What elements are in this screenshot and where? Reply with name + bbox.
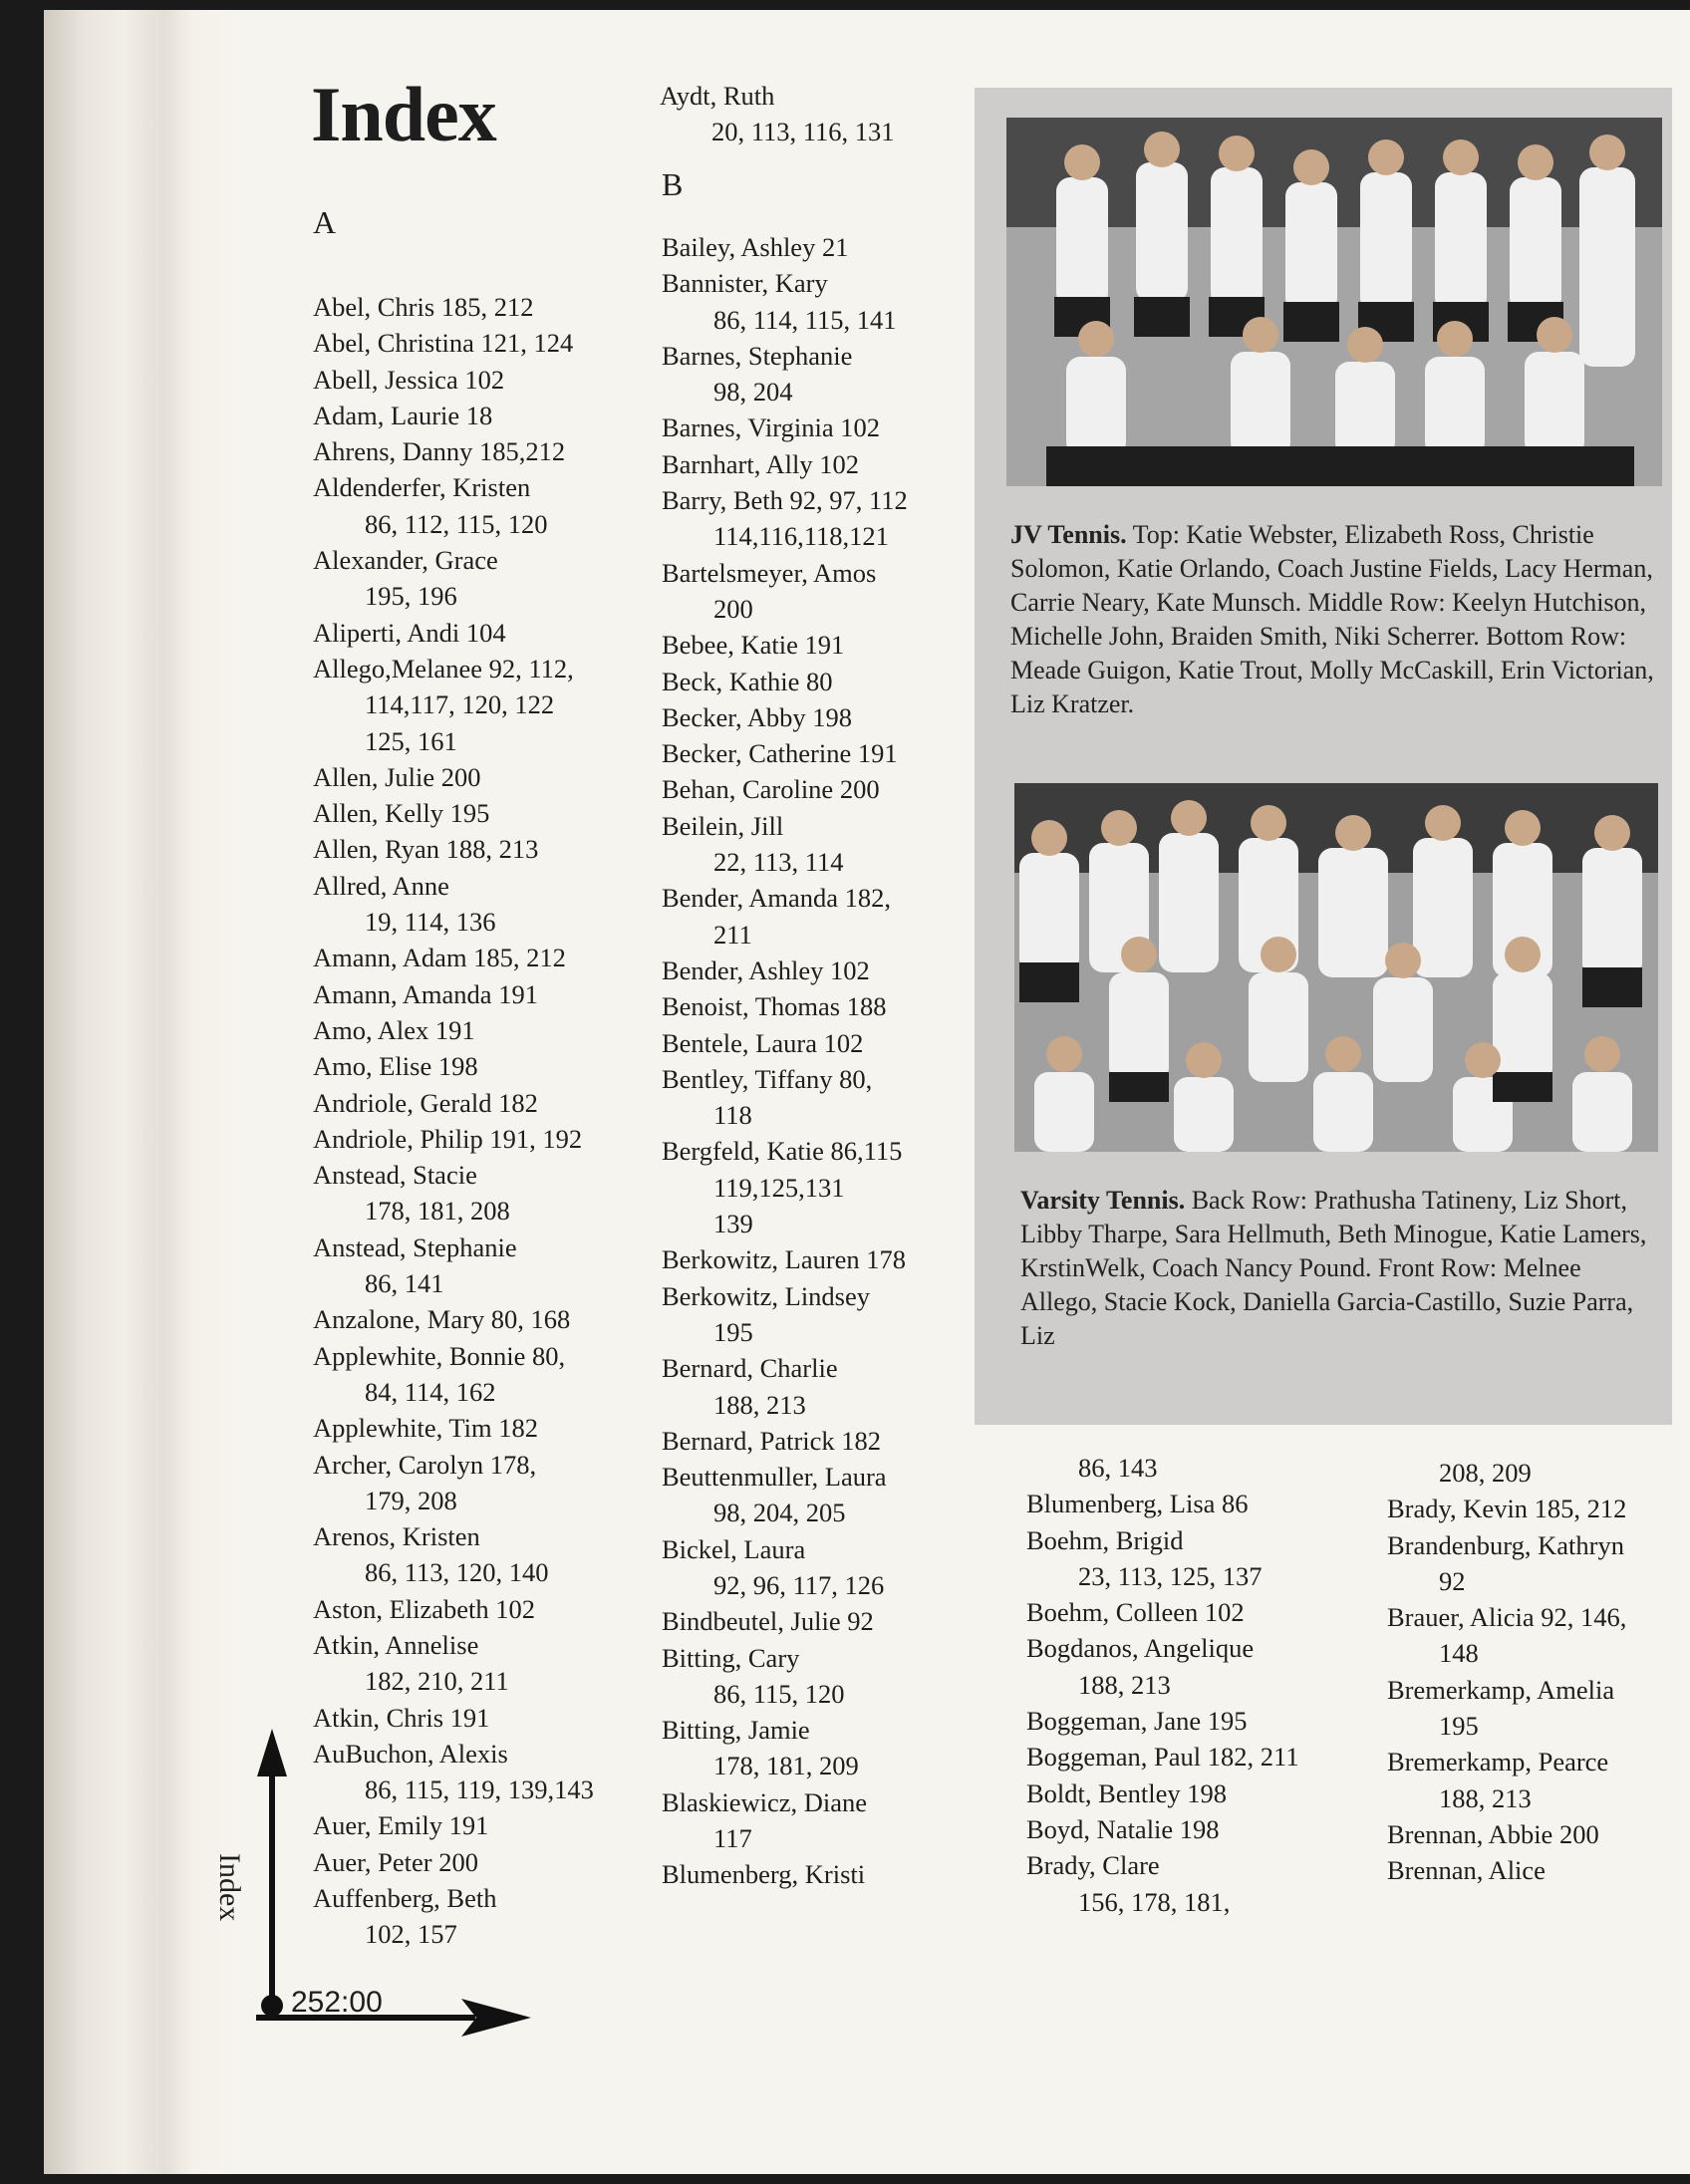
varsity-tennis-caption-text: Back Row: Prathusha Tatineny, Liz Short, Libby Tharpe, Sara Hellmuth, Beth Minogue, Katie Lamers, KrstinWelk, Coach Nancy Pound. Front Row: Melnee Allego, Stacie Kock, Daniella Garcia-Castillo, Suzie Parra, Liz xyxy=(1020,1186,1647,1350)
index-entry: 195 xyxy=(1439,1711,1479,1742)
index-entry: Beuttenmuller, Laura xyxy=(662,1462,887,1493)
index-entry: 182, 210, 211 xyxy=(365,1666,509,1697)
index-entry: Blumenberg, Lisa 86 xyxy=(1026,1489,1249,1519)
index-entry: Andriole, Philip 191, 192 xyxy=(313,1123,583,1154)
index-entry: Brauer, Alicia 92, 146, xyxy=(1387,1602,1627,1633)
photo-panel xyxy=(975,88,1672,1425)
index-entry: 22, 113, 114 xyxy=(713,847,844,878)
index-column-2 xyxy=(662,229,908,1893)
jv-tennis-caption-title: JV Tennis. xyxy=(1010,520,1127,549)
index-entry: 86, 141 xyxy=(365,1268,444,1299)
index-entry: Amann, Adam 185, 212 xyxy=(313,943,566,973)
index-entry: 86, 114, 115, 141 xyxy=(713,304,897,335)
index-entry: Anzalone, Mary 80, 168 xyxy=(313,1304,571,1335)
index-entry: 86, 112, 115, 120 xyxy=(365,508,548,539)
index-entry: Bannister, Kary xyxy=(662,268,828,299)
index-entry: 178, 181, 208 xyxy=(365,1196,510,1227)
index-entry: Bentley, Tiffany 80, xyxy=(662,1063,873,1094)
jv-tennis-caption xyxy=(1010,518,1658,721)
index-entry: 125, 161 xyxy=(365,725,457,756)
index-entry: 92, 96, 117, 126 xyxy=(713,1569,885,1600)
index-entry: Arenos, Kristen xyxy=(313,1521,480,1552)
index-entry: 211 xyxy=(713,919,752,950)
index-entry: 195 xyxy=(713,1316,753,1347)
index-column-4 xyxy=(1387,1455,1626,1889)
index-entry: Allen, Ryan 188, 213 xyxy=(313,834,539,865)
index-entry: Aydt, Ruth xyxy=(660,81,775,111)
index-entry: Beilein, Jill xyxy=(662,810,784,841)
index-entry: 179, 208 xyxy=(365,1485,457,1515)
index-entry: 178, 181, 209 xyxy=(713,1751,859,1781)
section-letter-b: B xyxy=(662,166,684,202)
index-entry: Allred, Anne xyxy=(313,870,449,901)
index-entry: Blumenberg, Kristi xyxy=(662,1859,866,1890)
index-entry: Archer, Carolyn 178, xyxy=(313,1449,537,1480)
index-entry: 86, 115, 120 xyxy=(713,1678,845,1709)
index-entry: 148 xyxy=(1439,1638,1479,1669)
index-entry: 117 xyxy=(713,1823,752,1854)
index-entry: Abel, Chris 185, 212 xyxy=(313,292,534,322)
index-entry: 98, 204 xyxy=(713,377,793,408)
jv-tennis-team-photo xyxy=(1006,118,1662,486)
index-entry: Amann, Amanda 191 xyxy=(313,978,538,1009)
jv-tennis-caption-text: Top: Katie Webster, Elizabeth Ross, Christie Solomon, Katie Orlando, Coach Justine Fields, Lacy Herman, Carrie Neary, Kate Munsch. Middle Row: Keelyn Hutchison, Michelle John, Braiden Smith, Niki Scherrer. Bottom Row: Meade Guigon, Katie Trout, Molly McCaskill, Erin Victorian, Liz Kratzer. xyxy=(1010,520,1654,718)
index-entry: Atkin, Annelise xyxy=(313,1629,479,1660)
index-entry: Bebee, Katie 191 xyxy=(662,630,845,661)
index-entry: Ahrens, Danny 185,212 xyxy=(313,436,566,467)
index-entry: 20, 113, 116, 131 xyxy=(711,117,895,147)
index-entry: Aldenderfer, Kristen xyxy=(313,472,531,503)
index-entry: 119,125,131 xyxy=(713,1172,845,1203)
index-entry: Bitting, Jamie xyxy=(662,1715,810,1746)
index-heading: Index xyxy=(311,71,496,157)
index-entry: 188, 213 xyxy=(1439,1782,1532,1813)
index-entry: 86, 143 xyxy=(1078,1453,1158,1483)
index-column-3 xyxy=(1026,1450,1299,1920)
index-entry: Bremerkamp, Amelia xyxy=(1387,1674,1615,1705)
index-entry: Boldt, Bentley 198 xyxy=(1026,1777,1227,1808)
index-entry: AuBuchon, Alexis xyxy=(313,1738,508,1769)
index-entry: 156, 178, 181, xyxy=(1078,1886,1231,1917)
index-entry: Applewhite, Tim 182 xyxy=(313,1413,539,1444)
index-entry: Bindbeutel, Julie 92 xyxy=(662,1606,874,1637)
index-entry: 188, 213 xyxy=(1078,1669,1171,1700)
index-entry: 23, 113, 125, 137 xyxy=(1078,1560,1263,1591)
index-entry: Bartelsmeyer, Amos xyxy=(662,557,877,588)
index-entry: Bender, Ashley 102 xyxy=(662,955,870,985)
index-entry: 208, 209 xyxy=(1439,1458,1532,1488)
varsity-tennis-caption-title: Varsity Tennis. xyxy=(1020,1186,1186,1215)
index-entry: Bailey, Ashley 21 xyxy=(662,232,849,262)
index-column-2-top xyxy=(660,78,895,150)
vertical-arrow-decoration xyxy=(257,1729,287,2018)
index-entry: Brennan, Abbie 200 xyxy=(1387,1818,1599,1849)
varsity-tennis-team-photo xyxy=(1014,783,1658,1152)
index-entry: Brady, Clare xyxy=(1026,1850,1160,1881)
index-entry: Behan, Caroline 200 xyxy=(662,774,880,805)
index-entry: Andriole, Gerald 182 xyxy=(313,1087,538,1118)
index-entry: 86, 113, 120, 140 xyxy=(365,1557,549,1588)
index-entry: Becker, Abby 198 xyxy=(662,701,853,732)
index-entry: 188, 213 xyxy=(713,1389,806,1420)
index-entry: Berkowitz, Lauren 178 xyxy=(662,1244,907,1275)
index-entry: Becker, Catherine 191 xyxy=(662,738,898,769)
index-entry: Blaskiewicz, Diane xyxy=(662,1786,868,1817)
index-entry: Bitting, Cary xyxy=(662,1642,800,1673)
index-entry: Applewhite, Bonnie 80, xyxy=(313,1340,566,1371)
index-entry: 139 xyxy=(713,1209,753,1239)
index-entry: Adam, Laurie 18 xyxy=(313,400,493,430)
index-entry: Bergfeld, Katie 86,115 xyxy=(662,1136,903,1167)
index-entry: Anstead, Stephanie xyxy=(313,1231,517,1262)
index-entry: Alexander, Grace xyxy=(313,545,498,576)
index-entry: Bernard, Patrick 182 xyxy=(662,1425,882,1456)
index-entry: Benoist, Thomas 188 xyxy=(662,991,887,1022)
index-entry: Bogdanos, Angelique xyxy=(1026,1633,1255,1664)
index-entry: Aston, Elizabeth 102 xyxy=(313,1593,535,1624)
index-entry: Auer, Emily 191 xyxy=(313,1810,489,1841)
index-column-1 xyxy=(313,289,594,1953)
index-entry: 86, 115, 119, 139,143 xyxy=(365,1774,594,1805)
index-entry: Abel, Christina 121, 124 xyxy=(313,328,574,359)
index-entry: 92 xyxy=(1439,1565,1466,1596)
index-entry: Berkowitz, Lindsey xyxy=(662,1280,871,1311)
index-entry: Allego,Melanee 92, 112, xyxy=(313,653,574,683)
index-entry: 195, 196 xyxy=(365,581,457,612)
varsity-tennis-caption xyxy=(1020,1184,1658,1353)
index-entry: Bernard, Charlie xyxy=(662,1353,838,1384)
index-entry: 98, 204, 205 xyxy=(713,1498,846,1528)
index-entry: Boggeman, Paul 182, 211 xyxy=(1026,1742,1299,1773)
index-entry: Auer, Peter 200 xyxy=(313,1846,478,1877)
index-entry: Anstead, Stacie xyxy=(313,1160,477,1191)
index-entry: 118 xyxy=(713,1100,752,1131)
index-entry: 84, 114, 162 xyxy=(365,1376,496,1407)
index-entry: 102, 157 xyxy=(365,1919,457,1950)
index-entry: Beck, Kathie 80 xyxy=(662,666,833,696)
index-entry: Auffenberg, Beth xyxy=(313,1883,497,1914)
index-entry: Barnes, Virginia 102 xyxy=(662,412,880,443)
index-entry: Boyd, Natalie 198 xyxy=(1026,1813,1220,1844)
index-entry: Bickel, Laura xyxy=(662,1533,806,1564)
index-entry: Boehm, Colleen 102 xyxy=(1026,1597,1245,1628)
index-entry: Amo, Alex 191 xyxy=(313,1014,475,1045)
page-number: 252:00 xyxy=(291,1986,383,2019)
index-entry: Abell, Jessica 102 xyxy=(313,364,505,395)
index-entry: Brady, Kevin 185, 212 xyxy=(1387,1494,1627,1524)
index-entry: 19, 114, 136 xyxy=(365,907,496,938)
index-entry: Aliperti, Andi 104 xyxy=(313,617,506,648)
index-entry: Bentele, Laura 102 xyxy=(662,1027,864,1058)
index-entry: Barry, Beth 92, 97, 112 xyxy=(662,485,908,516)
index-entry: 200 xyxy=(713,593,753,624)
index-entry: Barnes, Stephanie xyxy=(662,340,853,371)
index-entry: Brandenburg, Kathryn xyxy=(1387,1529,1624,1560)
index-entry: Allen, Kelly 195 xyxy=(313,798,490,829)
index-entry: Atkin, Chris 191 xyxy=(313,1702,490,1733)
side-index-label: Index xyxy=(213,1853,246,1922)
index-entry: Brennan, Alice xyxy=(1387,1855,1546,1886)
index-entry: Bender, Amanda 182, xyxy=(662,883,892,914)
index-entry: Allen, Julie 200 xyxy=(313,761,481,792)
index-entry: 114,116,118,121 xyxy=(713,521,889,552)
index-entry: Amo, Elise 198 xyxy=(313,1051,478,1082)
section-letter-a: A xyxy=(313,204,337,240)
index-entry: Boggeman, Jane 195 xyxy=(1026,1706,1248,1737)
index-entry: Bremerkamp, Pearce xyxy=(1387,1747,1609,1777)
index-entry: Barnhart, Ally 102 xyxy=(662,448,859,479)
index-entry: 114,117, 120, 122 xyxy=(365,689,555,720)
index-entry: Boehm, Brigid xyxy=(1026,1524,1184,1555)
